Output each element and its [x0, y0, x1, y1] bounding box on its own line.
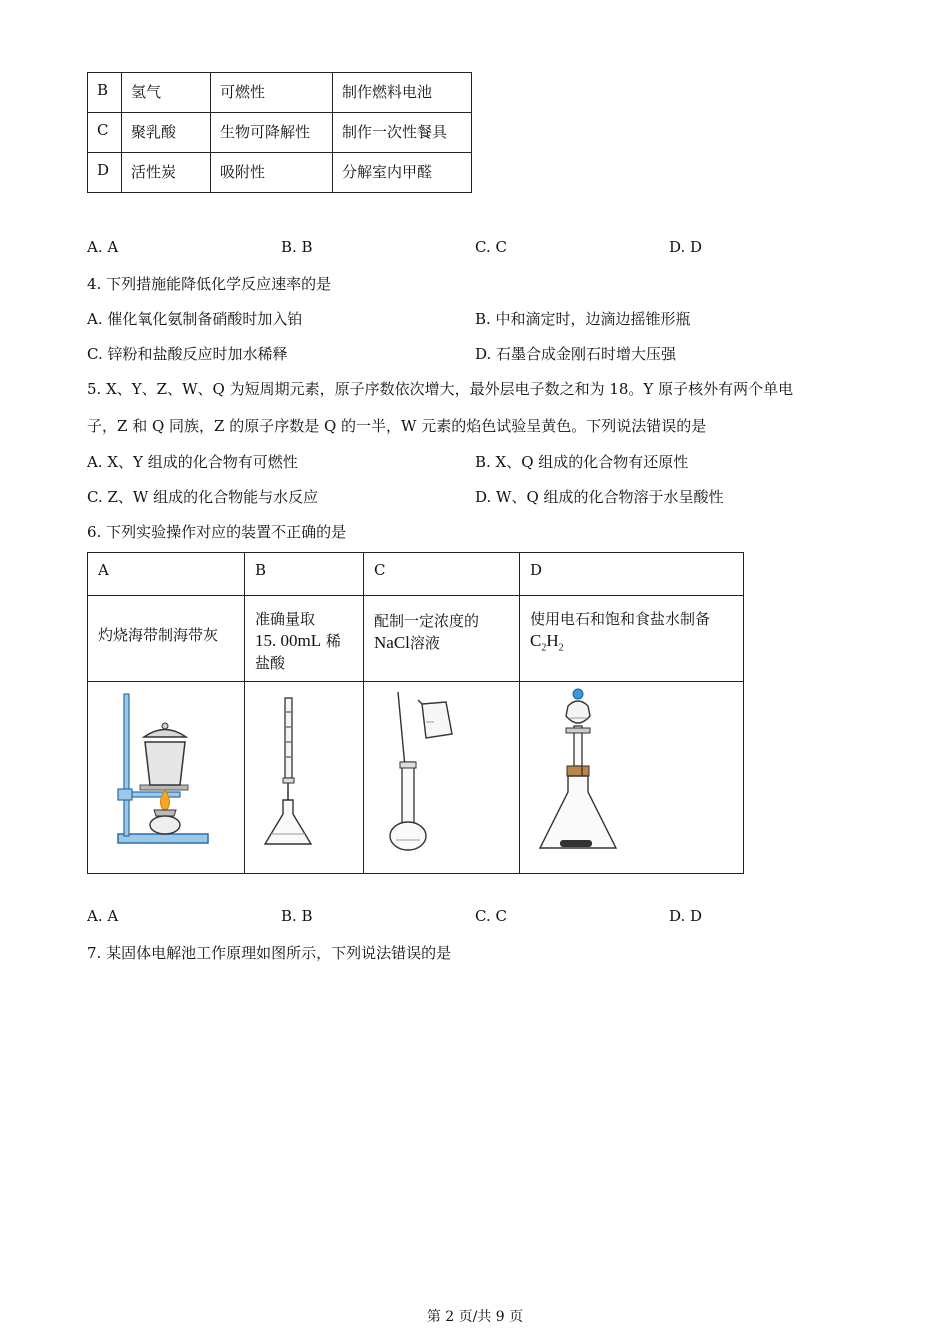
- material-cell: 聚乳酸: [122, 113, 211, 153]
- row-label: C: [88, 113, 122, 153]
- table-row: [88, 596, 744, 682]
- property-cell: 吸附性: [211, 153, 333, 193]
- row-label: D: [88, 153, 122, 193]
- table-row: [88, 113, 472, 153]
- q6-option-b[interactable]: B. B: [281, 907, 313, 925]
- image-cell-b: [245, 682, 364, 874]
- desc-b-word: 稀: [325, 632, 341, 650]
- desc-c: [364, 596, 520, 682]
- desc-c-line1: 配制一定浓度的: [374, 612, 480, 630]
- property-cell: 生物可降解性: [211, 113, 333, 153]
- q7-stem: 7. 某固体电解池工作原理如图所示，下列说法错误的是: [87, 944, 452, 962]
- q3-option-d[interactable]: D. D: [669, 238, 703, 256]
- q4-option-c[interactable]: C. 锌粉和盐酸反应时加水稀释: [87, 345, 288, 363]
- q4-option-d[interactable]: D. 石墨合成金刚石时增大压强: [475, 345, 677, 363]
- image-cell-c: [364, 682, 520, 874]
- desc-d-line1: 使用电石和饱和食盐水制备: [530, 610, 711, 628]
- use-cell: 分解室内甲醛: [333, 153, 472, 193]
- desc-c-word: 溶液: [409, 634, 440, 652]
- formula-h: H: [546, 631, 559, 650]
- volumetric-flask-apparatus: [364, 682, 519, 869]
- desc-b: [245, 596, 364, 682]
- q3-option-b[interactable]: B. B: [281, 238, 313, 256]
- material-cell: 活性炭: [122, 153, 211, 193]
- table-header-row: [88, 553, 744, 596]
- table-row: [88, 73, 472, 113]
- desc-a-text: 灼烧海带制海带灰: [98, 626, 219, 644]
- page-footer: 第 2 页/共 9 页: [426, 1309, 524, 1325]
- header-b: B: [245, 553, 364, 596]
- material-cell: 氢气: [122, 73, 211, 113]
- apparatus-table: [87, 552, 744, 874]
- q6-stem: 6. 下列实验操作对应的装置不正确的是: [87, 523, 347, 541]
- q4-stem: 4. 下列措施能降低化学反应速率的是: [87, 275, 332, 293]
- q4-option-b[interactable]: B. 中和滴定时，边滴边摇锥形瓶: [475, 310, 691, 328]
- crucible-burning-apparatus: [88, 682, 244, 869]
- desc-c-formula: NaCl: [374, 633, 410, 652]
- q3-option-a[interactable]: A. A: [87, 238, 119, 256]
- q5-option-c[interactable]: C. Z、W 组成的化合物能与水反应: [87, 488, 319, 506]
- desc-b-line1: 准确量取: [255, 610, 316, 628]
- header-c: C: [364, 553, 520, 596]
- q4-option-a[interactable]: A. 催化氧化氨制备硝酸时加入铂: [87, 310, 303, 328]
- q6-option-d[interactable]: D. D: [669, 907, 703, 925]
- table-row: [88, 682, 744, 874]
- image-cell-a: [88, 682, 245, 874]
- formula-sub1: 2: [541, 642, 547, 654]
- q5-option-b[interactable]: B. X、Q 组成的化合物有还原性: [475, 453, 689, 471]
- desc-b-volume: 15. 00mL: [255, 631, 322, 650]
- use-cell: 制作一次性餐具: [333, 113, 472, 153]
- q6-option-c[interactable]: C. C: [475, 907, 507, 925]
- q5-option-a[interactable]: A. X、Y 组成的化合物有可燃性: [87, 453, 298, 471]
- acetylene-generator-apparatus: [520, 682, 743, 869]
- formula-c: C: [530, 631, 542, 650]
- desc-a: [88, 596, 245, 682]
- desc-d-formula: [530, 630, 743, 659]
- header-d: D: [520, 553, 744, 596]
- q3-option-c[interactable]: C. C: [475, 238, 507, 256]
- q5-stem-line1: 5. X、Y、Z、W、Q 为短周期元素，原子序数依次增大，最外层电子数之和为 18。Y 原子核外有两个单电: [87, 380, 794, 398]
- property-cell: 可燃性: [211, 73, 333, 113]
- formula-sub2: 2: [558, 642, 564, 654]
- properties-table: [87, 72, 472, 193]
- desc-b-line3: 盐酸: [255, 654, 286, 672]
- row-label: B: [88, 73, 122, 113]
- table-row: [88, 153, 472, 193]
- desc-d: [520, 596, 744, 682]
- q5-option-d[interactable]: D. W、Q 组成的化合物溶于水呈酸性: [475, 488, 724, 506]
- image-cell-d: [520, 682, 744, 874]
- q6-option-a[interactable]: A. A: [87, 907, 119, 925]
- q5-stem-line2: 子，Z 和 Q 同族，Z 的原子序数是 Q 的一半，W 元素的焰色试验呈黄色。下列说法错误的是: [87, 417, 707, 435]
- burette-flask-apparatus: [245, 682, 363, 869]
- header-a: A: [88, 553, 245, 596]
- use-cell: 制作燃料电池: [333, 73, 472, 113]
